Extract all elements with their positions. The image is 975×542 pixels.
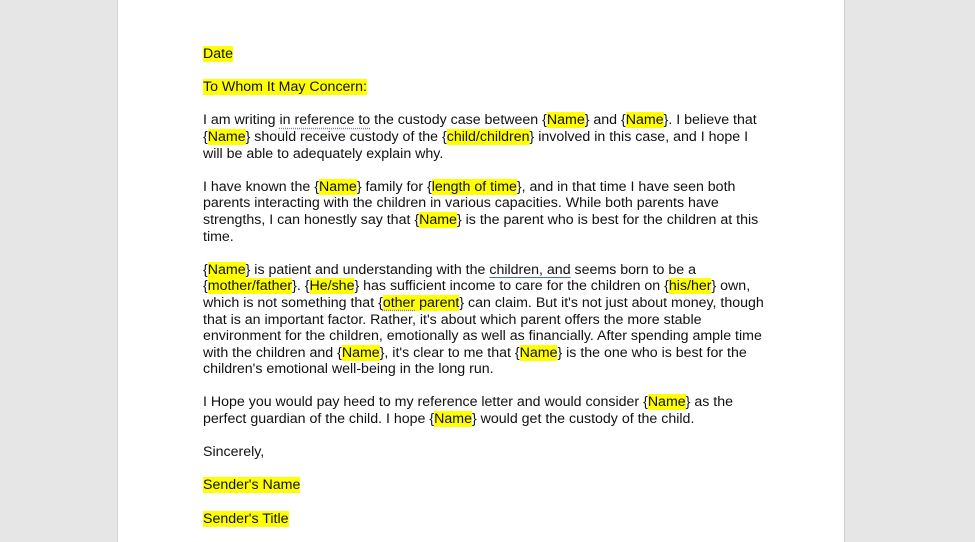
pronoun-placeholder: He/she <box>309 278 355 295</box>
length-placeholder: length of time <box>431 178 517 195</box>
children-placeholder: child/children <box>446 128 530 145</box>
closing-line <box>203 444 768 461</box>
paragraph-1 <box>203 112 768 162</box>
text-run: } can claim. But it's not just about money, though that is an important factor. Rather, it's about which parent offers the more stable environment for the children, emotionally as well as financially. After spending ample time with the children and { <box>203 294 764 361</box>
text-run: I have known the { <box>203 178 319 195</box>
salutation-placeholder: To Whom It May Concern: <box>203 79 367 96</box>
grammar-suggestion[interactable]: in reference to <box>279 112 371 129</box>
paragraph-2 <box>203 179 768 245</box>
name-placeholder: Name <box>625 112 664 129</box>
text-run: } involved in this case, and I hope I will be able to adequately explain why. <box>203 128 749 162</box>
text-run: } as the perfect guardian of the child. I hope { <box>203 394 734 428</box>
name-placeholder: Name <box>318 178 357 195</box>
text-run: }. I believe that { <box>203 112 757 145</box>
name-placeholder: Name <box>419 211 457 228</box>
document-page[interactable] <box>117 0 845 542</box>
text-run: } is patient and understanding with the <box>245 261 490 278</box>
paragraph-3 <box>203 262 768 378</box>
text-run: seems born to be a { <box>203 261 696 295</box>
text-run: } has sufficient income to care for the children on { <box>354 278 669 295</box>
text-run: }. { <box>292 278 310 295</box>
name-placeholder: Name <box>341 344 380 361</box>
name-placeholder: Name <box>546 112 585 129</box>
sender-title-placeholder: Sender's Title <box>203 510 289 527</box>
salutation-line <box>203 79 768 96</box>
parent-role-placeholder: mother/father <box>207 278 293 295</box>
name-placeholder: Name <box>434 411 472 428</box>
name-placeholder: Name <box>647 394 686 411</box>
text-run: } should receive custody of the { <box>245 128 447 145</box>
parent-placeholder: parent <box>415 294 460 311</box>
letter-body[interactable] <box>203 46 768 542</box>
text-run: } family for { <box>356 178 432 195</box>
pronoun-placeholder: his/her <box>668 278 712 295</box>
name-placeholder: Name <box>519 344 558 361</box>
grammar-suggestion[interactable]: children, and <box>489 261 571 278</box>
date-line <box>203 46 768 63</box>
date-placeholder: Date <box>203 46 233 62</box>
sender-name-placeholder: Sender's Name <box>203 477 301 494</box>
text-run: }, and in that time I have seen both parents interacting with the children in various capacities. While both parents have strengths, I can honestly say that { <box>203 178 736 228</box>
name-placeholder: Name <box>207 261 246 278</box>
text-run: I Hope you would pay heed to my reference letter and would consider { <box>203 394 648 411</box>
other-placeholder[interactable]: other <box>382 294 416 311</box>
text-run: } is the parent who is best for the children at this time. <box>203 211 759 245</box>
text-run: { <box>203 261 208 278</box>
text-run: } and { <box>584 112 626 129</box>
text-run: } own, which is not something that { <box>203 278 751 311</box>
text-run: I am writing <box>203 112 280 129</box>
text-run: }, it's clear to me that { <box>379 344 520 361</box>
paragraph-4 <box>203 394 768 427</box>
sender-name-line <box>203 477 768 494</box>
closing-text: Sincerely, <box>203 444 265 461</box>
sender-title-line <box>203 511 768 528</box>
text-run: } would get the custody of the child. <box>471 411 695 428</box>
name-placeholder: Name <box>207 128 246 145</box>
text-run: the custody case between { <box>370 112 547 129</box>
text-run: } is the one who is best for the children's emotional well-being in the long run. <box>203 344 747 378</box>
